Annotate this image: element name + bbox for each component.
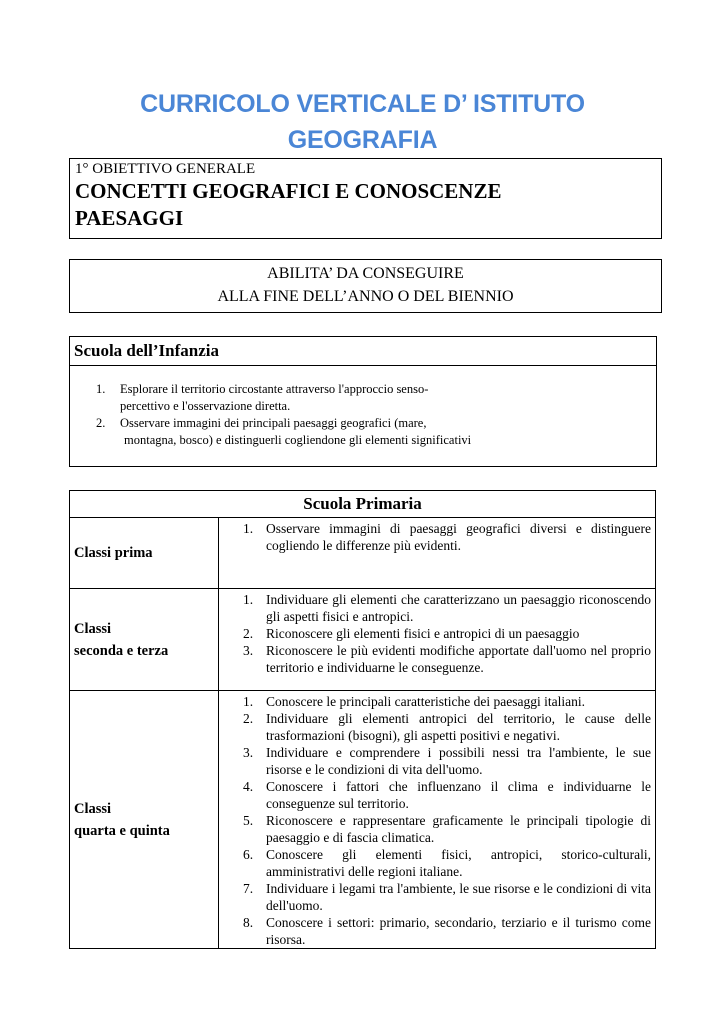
- item-number: 2.: [96, 416, 106, 430]
- objectives-list: [219, 693, 655, 948]
- skills-box: [69, 259, 662, 313]
- item-number: 5.: [243, 813, 254, 828]
- class-label-line: seconda e terza: [74, 642, 169, 659]
- item-text: Osservare immagini di paesaggi geografici diversi e distinguere cogliendo le differenze più evidenti.: [266, 521, 651, 553]
- primaria-table: [69, 490, 656, 949]
- item-text: Conoscere gli elementi fisici, antropici, storico-culturali, amministrativi delle regioni italiane.: [266, 847, 651, 879]
- list-item: [219, 625, 655, 642]
- infanzia-list: [96, 381, 616, 449]
- objective-heading-line-1: CONCETTI GEOGRAFICI E CONOSCENZE: [75, 179, 502, 203]
- list-item: [219, 693, 655, 710]
- item-text: Riconoscere le più evidenti modifiche apportate dall'uomo nel proprio territorio e individuarne le conseguenze.: [266, 643, 651, 675]
- list-item: [219, 778, 655, 812]
- item-text-line: Esplorare il territorio circostante attraverso l'approccio senso-: [120, 382, 429, 396]
- table-row: [70, 691, 656, 949]
- objective-label: 1° OBIETTIVO GENERALE: [75, 161, 256, 177]
- document-title: [0, 86, 725, 158]
- item-number: 2.: [243, 626, 254, 641]
- objectives-cell: [219, 518, 656, 589]
- skills-line-2: ALLA FINE DELL’ANNO O DEL BIENNIO: [217, 288, 514, 305]
- class-label-line: Classi prima: [74, 545, 153, 561]
- table-row: [70, 589, 656, 691]
- objectives-list: [219, 591, 655, 676]
- list-item: [96, 415, 616, 449]
- item-text: Riconoscere gli elementi fisici e antropici di un paesaggio: [266, 626, 580, 641]
- objectives-cell: [219, 589, 656, 691]
- list-item: [219, 846, 655, 880]
- item-number: 2.: [243, 711, 254, 726]
- item-text-line: percettivo e l'osservazione diretta.: [120, 399, 291, 413]
- list-item: [219, 710, 655, 744]
- item-text: Individuare gli elementi antropici del territorio, le cause delle trasformazioni (bisogni), gli aspetti positivi e negativi.: [266, 711, 651, 743]
- item-text: Conoscere i settori: primario, secondario, terziario e il turismo come risorsa.: [266, 915, 651, 947]
- title-line-2: GEOGRAFIA: [287, 126, 438, 154]
- table-row: [70, 518, 656, 589]
- item-text: Conoscere i fattori che influenzano il clima e individuarne le conseguenze sul territorio.: [266, 779, 651, 811]
- class-label: [70, 518, 219, 589]
- objective-heading-line-2: PAESAGGI: [75, 206, 184, 230]
- item-number: 7.: [243, 881, 254, 896]
- skills-line-1: ABILITA’ DA CONSEGUIRE: [267, 265, 464, 282]
- item-text: Riconoscere e rappresentare graficamente le principali tipologie di paesaggio e di fascia climatica.: [266, 813, 651, 845]
- item-number: 3.: [243, 745, 254, 760]
- item-text-line: Osservare immagini dei principali paesaggi geografici (mare,: [120, 416, 427, 430]
- class-label: [70, 589, 219, 691]
- item-number: 8.: [243, 915, 254, 930]
- item-number: 4.: [243, 779, 254, 794]
- primaria-heading: Scuola Primaria: [70, 491, 656, 518]
- item-number: 6.: [243, 847, 254, 862]
- item-number: 1.: [96, 382, 106, 396]
- item-text: Individuare gli elementi che caratterizzano un paesaggio riconoscendo gli aspetti fisici e antropici.: [266, 592, 651, 624]
- list-item: [219, 744, 655, 778]
- item-text-line: montagna, bosco) e distinguerli cogliendone gli elementi significativi: [124, 433, 472, 447]
- list-item: [219, 591, 655, 625]
- class-label: [70, 691, 219, 949]
- item-text: Individuare e comprendere i possibili nessi tra l'ambiente, le sue risorse e le condizioni di vita dell'uomo.: [266, 745, 651, 777]
- list-item: [96, 381, 616, 415]
- infanzia-box: [69, 336, 657, 467]
- class-label-line: Classi: [74, 800, 112, 817]
- class-label-line: Classi: [74, 620, 112, 637]
- class-label-line: quarta e quinta: [74, 822, 170, 839]
- item-number: 3.: [243, 643, 254, 658]
- list-item: [219, 914, 655, 948]
- item-number: 1.: [243, 694, 254, 709]
- objectives-list: [219, 520, 655, 554]
- list-item: [219, 520, 655, 554]
- item-number: 1.: [243, 521, 254, 536]
- list-item: [219, 880, 655, 914]
- objectives-cell: [219, 691, 656, 949]
- list-item: [219, 642, 655, 676]
- objective-box: [69, 158, 662, 239]
- title-line-1: CURRICOLO VERTICALE D’ ISTITUTO: [140, 90, 585, 118]
- infanzia-heading: Scuola dell’Infanzia: [70, 337, 656, 366]
- item-text: Individuare i legami tra l'ambiente, le sue risorse e le condizioni di vita dell'uomo.: [266, 881, 651, 913]
- item-number: 1.: [243, 592, 254, 607]
- list-item: [219, 812, 655, 846]
- item-text: Conoscere le principali caratteristiche dei paesaggi italiani.: [266, 694, 585, 709]
